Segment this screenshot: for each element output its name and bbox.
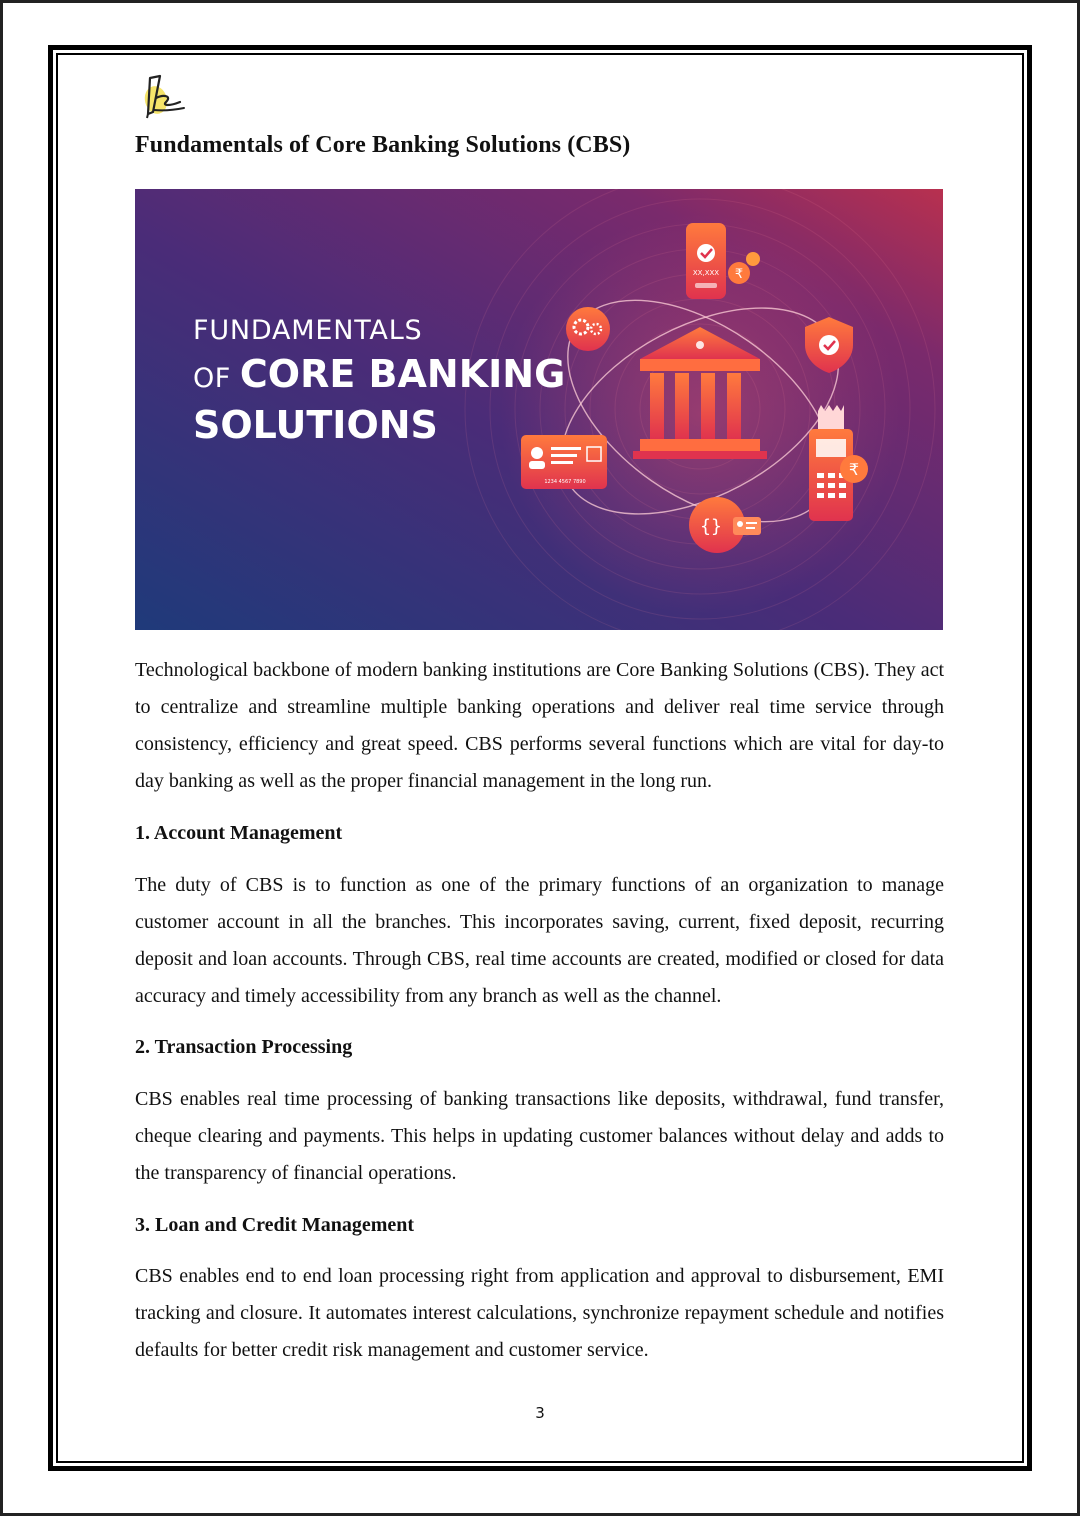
section-heading: 2. Transaction Processing (135, 1036, 353, 1058)
gears-icon (566, 307, 610, 351)
code-symbol: {} (700, 516, 722, 537)
card-number: 1234 4567 7890 (544, 479, 586, 485)
section-body: CBS enables end to end loan processing right from application and approval to disbursement, EMI tracking and closure. It automates interest calculations, synchronize repayment schedule and notifies defaults for better credit risk management and customer service. (135, 1265, 944, 1361)
page-title: Fundamentals of Core Banking Solutions (CBS) (135, 132, 631, 158)
section-heading: 1. Account Management (135, 822, 343, 844)
banner-line-3: SOLUTIONS (193, 403, 438, 447)
page-number: 3 (535, 1404, 545, 1422)
section-heading: 3. Loan and Credit Management (135, 1214, 415, 1236)
banner-line-2 (193, 351, 565, 402)
rupee-coin: ₹ (734, 267, 744, 282)
banner-line-2-main: CORE BANKING (239, 352, 566, 396)
section-body: The duty of CBS is to function as one of the primary functions of an organization to manage customer account in all the branches. This incorporates saving, current, fixed deposit, recurring deposit and loan accounts. Through CBS, real time accounts are created, modified or closed for data accuracy and timely accessibility from any branch as well as the channel. (135, 874, 944, 1007)
rupee-symbol: ₹ (848, 460, 860, 479)
intro-paragraph: Technological backbone of modern banking institutions are Core Banking Solutions (CBS). They act to centralize and streamline multiple banking operations and deliver real time service through consistency, efficiency and great speed. CBS performs several functions which are vital for day-to day banking as well as the proper financial management in the long run. (135, 659, 944, 792)
banner-of-prefix: OF (193, 363, 240, 394)
banner-heading (193, 311, 565, 448)
banner-image (135, 189, 943, 630)
banner-line-1: FUNDAMENTALS (193, 315, 423, 346)
section-body: CBS enables real time processing of banking transactions like deposits, withdrawal, fund transfer, cheque clearing and payments. This helps in updating customer balances without delay and adds to the transparency of financial operations. (135, 1088, 944, 1184)
phone-amount: XX,XXX (692, 269, 720, 277)
pen-writing-icon (132, 70, 190, 120)
